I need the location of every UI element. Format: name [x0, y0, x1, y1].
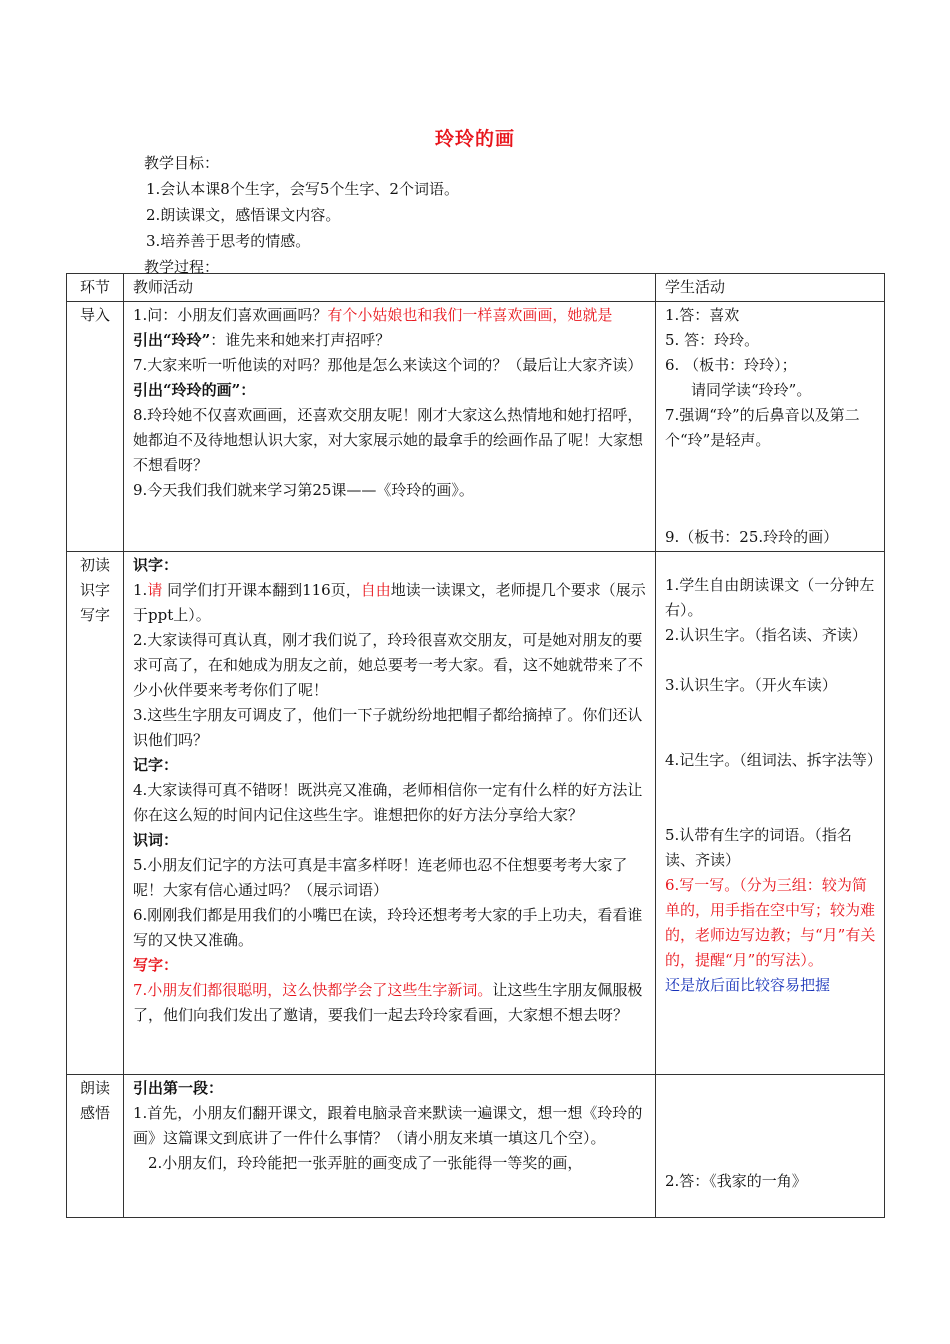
student-text: 4.记生字。（组词法、拆字法等）: [665, 751, 882, 769]
student-text: 2.答：《我家的一角》: [665, 1172, 807, 1190]
table-header-row: [67, 274, 885, 302]
teacher-text: 4.大家读得可真不错呀！既洪亮又准确，老师相信你一定有什么样的好方法让你在这么短的时间内记住这些生字。谁想把你的好方法分享给大家？: [133, 781, 643, 824]
teacher-text: 1.问：小朋友们喜欢画画吗？: [133, 306, 328, 324]
teacher-cell: [124, 552, 656, 1075]
header-teacher: 教师活动: [124, 274, 656, 302]
teacher-text-highlight: 自由: [360, 581, 391, 599]
student-cell: [656, 552, 885, 1075]
page-title: 玲玲的画: [434, 128, 515, 150]
teacher-text: 7.大家来听一听他读的对吗？那他是怎么来读这个词的？（最后让大家齐读）: [133, 356, 643, 374]
teacher-text: 3.这些生字朋友可调皮了，他们一下子就纷纷地把帽子都给摘掉了。你们还认识他们吗？: [133, 706, 643, 749]
teacher-text: 地读一读课文，老师提几个要求（展示于ppt上）。: [133, 581, 646, 624]
process-heading: 教学过程：: [144, 258, 220, 276]
student-text: 7.强调“玲”的后鼻音以及第二个“玲”是轻声。: [665, 406, 860, 449]
objectives-block: [144, 150, 459, 280]
teacher-subheading: 引出第一段：: [133, 1079, 224, 1097]
stage-cell: [67, 552, 124, 1075]
teacher-subheading: 引出“玲玲”: [133, 331, 211, 349]
table-row: [67, 552, 885, 1075]
student-text: 6. （板书：玲玲）；: [665, 356, 797, 374]
teacher-cell: [124, 1075, 656, 1218]
teacher-text: 让这些生字朋友佩服极了，他们向我们发出了邀请，要我们一起去玲玲家看画，大家想不想去呀？: [133, 981, 643, 1024]
student-text: 2.认识生字。（指名读、齐读）: [665, 626, 867, 644]
teacher-subheading: 识字：: [133, 556, 179, 574]
header-stage: 环节: [67, 274, 124, 302]
teacher-subheading: 记字：: [133, 756, 179, 774]
stage-label: 初读识字写字: [80, 556, 111, 624]
teacher-subheading: 识词：: [133, 831, 179, 849]
teacher-cell: [124, 302, 656, 552]
student-comment: 还是放后面比较容易把握: [665, 976, 831, 994]
stage-cell: [67, 1075, 124, 1218]
student-cell: [656, 302, 885, 552]
student-text-highlight: 6.写一写。（分为三组：较为简单的，用手指在空中写；较为难的，老师边写边教；与“月”有关的，提醒“月”的写法）。: [665, 876, 876, 969]
teacher-subheading: 引出“玲玲的画”：: [133, 381, 256, 399]
table-row: [67, 302, 885, 552]
teacher-text-highlight: 请: [147, 581, 163, 599]
teacher-text: 2.小朋友们，玲玲能把一张弄脏的画变成了一张能得一等奖的画，: [148, 1154, 583, 1172]
teacher-text: 5.小朋友们记字的方法可真是丰富多样呀！连老师也忍不住想要考考大家了呢！大家有信心通过吗？（展示词语）: [133, 856, 628, 899]
teacher-text: 2.大家读得可真认真，刚才我们说了，玲玲很喜欢交朋友，可是她对朋友的要求可高了，在和她成为朋友之前，她总要考一考大家。看，这不她就带来了不少小伙伴要来考考你们了呢！: [133, 631, 644, 699]
teacher-text: 1.: [133, 581, 148, 599]
student-text: 1.学生自由朗读课文（一分钟左右）。: [665, 576, 875, 619]
student-text: 3.认识生字。（开火车读）: [665, 676, 837, 694]
teacher-text: 9.今天我们我们就来学习第25课——《玲玲的画》。: [133, 481, 474, 499]
teacher-subheading: 写字：: [133, 956, 179, 974]
teacher-text-highlight: 7.小朋友们都很聪明，这么快都学会了这些生字新词。: [133, 981, 493, 999]
teacher-text: 同学们打开课本翻到116页，: [162, 581, 361, 599]
header-student: 学生活动: [656, 274, 885, 302]
student-text: 请同学读“玲玲”。: [691, 381, 812, 399]
objectives-heading: 教学目标：: [144, 154, 220, 172]
student-text: 1.答：喜欢: [665, 306, 740, 324]
teacher-text-highlight: 有个小姑娘也和我们一样喜欢画画，她就是: [327, 306, 613, 324]
objective-item: 1.会认本课8个生字，会写5个生字、2个词语。: [146, 180, 459, 198]
stage-label: 朗读感悟: [80, 1079, 111, 1122]
teacher-text: 1.首先，小朋友们翻开课文，跟着电脑录音来默读一遍课文，想一想《玲玲的画》这篇课文到底讲了一件什么事情？（请小朋友来填一填这几个空）。: [133, 1104, 643, 1147]
teacher-text: 8.玲玲她不仅喜欢画画，还喜欢交朋友呢！刚才大家这么热情地和她打招呼，她都迫不及待地想认识大家，对大家展示她的最拿手的绘画作品了呢！大家想不想看呀？: [133, 406, 644, 474]
teacher-text: ：谁先来和她来打声招呼？: [210, 331, 391, 349]
table-row: [67, 1075, 885, 1218]
stage-cell: 导入: [67, 302, 124, 552]
lesson-table: [66, 273, 885, 1218]
student-text: 5. 答：玲玲。: [665, 331, 760, 349]
teacher-text: 6.刚刚我们都是用我们的小嘴巴在读，玲玲还想考考大家的手上功夫，看看谁写的又快又准确。: [133, 906, 643, 949]
objective-item: 3.培养善于思考的情感。: [146, 232, 311, 250]
student-cell: [656, 1075, 885, 1218]
student-text: 5.认带有生字的词语。（指名读、齐读）: [665, 826, 852, 869]
objective-item: 2.朗读课文，感悟课文内容。: [146, 206, 341, 224]
student-text: 9.（板书：25.玲玲的画）: [665, 528, 839, 546]
